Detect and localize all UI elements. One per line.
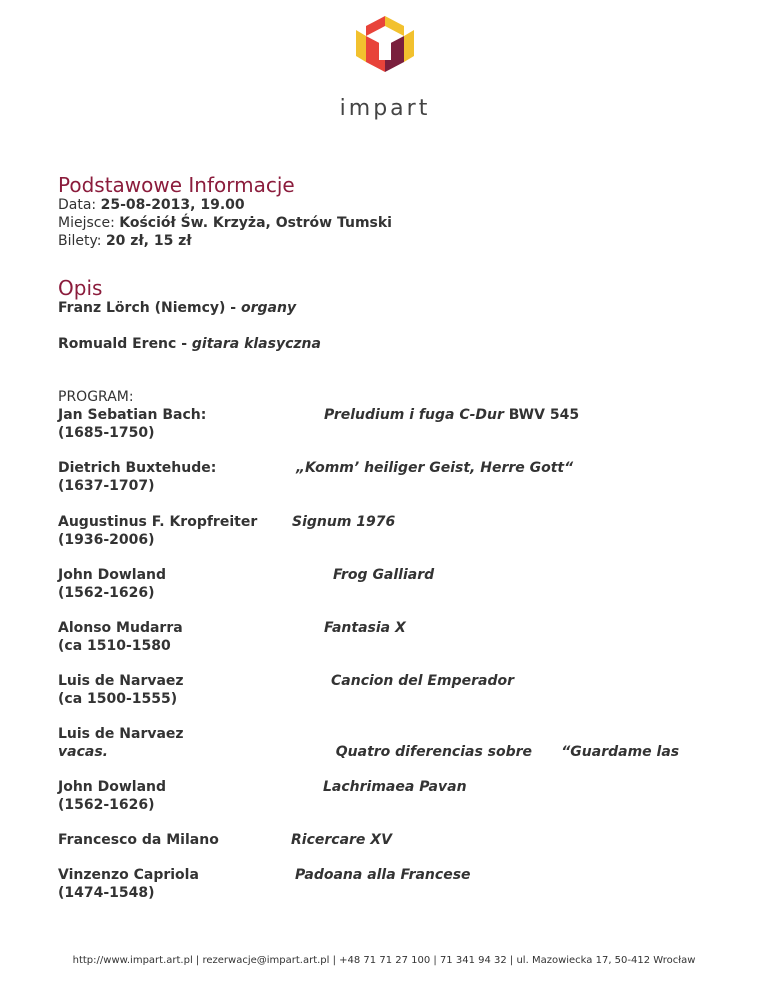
tickets-value: 20 zł, 15 zł	[105, 233, 192, 249]
work-title: Fantasia X	[324, 620, 406, 636]
composer-name: Augustinus F. Kropfreiter	[58, 514, 258, 530]
program-work	[324, 619, 406, 637]
place-line	[58, 215, 392, 232]
program-work	[333, 566, 434, 584]
program-work	[295, 866, 471, 884]
performer-organ	[58, 300, 296, 317]
composer-name: John Dowland	[58, 779, 167, 795]
work-title: Padoana alla Francese	[295, 867, 471, 883]
impart-logo	[329, 14, 441, 121]
work-title: Ricercare XV	[291, 832, 392, 848]
program-work	[324, 406, 579, 424]
program-composer	[58, 459, 216, 495]
date-line	[58, 197, 245, 214]
work-title: „Komm’ heiliger Geist, Herre Gott“	[296, 460, 574, 476]
footer-contact: http://www.impart.art.pl | rezerwacje@impart.art.pl | +48 71 71 27 100 | 71 341 94 32 | ul. Mazowiecka 17, 50-412 Wrocław	[72, 955, 696, 966]
program-composer	[58, 513, 257, 549]
composer-dates: (1474-1548)	[58, 885, 155, 901]
program-work	[291, 831, 392, 849]
work-title: Quatro diferencias sobre “Guardame las	[335, 744, 680, 760]
work-suffix: BWV 545	[503, 407, 580, 423]
composer-name: John Dowland	[58, 567, 167, 583]
composer-dates: (ca 1510-1580	[58, 638, 171, 654]
program-label: PROGRAM:	[58, 389, 134, 405]
program-work	[296, 459, 573, 477]
program-composer	[58, 672, 184, 708]
program-work	[323, 778, 467, 796]
composer-dates: (1562-1626)	[58, 585, 155, 601]
impart-logo-icon	[354, 14, 416, 74]
composer-name: Vinzenzo Capriola	[58, 867, 199, 883]
work-title: Preludium i fuga C-Dur	[324, 407, 504, 423]
work-title: Signum 1976	[292, 514, 396, 530]
composer-dates: (1637-1707)	[58, 478, 155, 494]
place-value: Kościół Św. Krzyża, Ostrów Tumski	[119, 215, 392, 231]
performer-guitar	[58, 336, 321, 353]
composer-name: Alonso Mudarra	[58, 620, 183, 636]
composer-dates: (1685-1750)	[58, 425, 155, 441]
composer-name: Luis de Narvaez	[58, 726, 184, 742]
composer-dates: (ca 1500-1555)	[58, 691, 178, 707]
composer-name: Jan Sebatian Bach:	[58, 407, 207, 423]
composer-dates: (1562-1626)	[58, 797, 155, 813]
composer-dates: vacas.	[58, 744, 108, 760]
program-work	[326, 725, 679, 761]
work-title: Frog Galliard	[333, 567, 435, 583]
program-composer	[58, 406, 206, 442]
composer-name: Luis de Narvaez	[58, 673, 184, 689]
program-composer	[58, 725, 184, 761]
opis-heading: Opis	[58, 276, 103, 300]
performer-instrument: gitara klasyczna	[191, 336, 321, 352]
place-label: Miejsce:	[58, 215, 115, 231]
program-composer	[58, 566, 166, 602]
date-value: 25-08-2013, 19.00	[100, 197, 245, 213]
date-label: Data:	[58, 197, 97, 213]
performer-instrument: organy	[240, 300, 297, 316]
composer-dates: (1936-2006)	[58, 532, 155, 548]
program-work	[292, 513, 395, 531]
composer-name: Dietrich Buxtehude:	[58, 460, 217, 476]
program-composer	[58, 866, 199, 902]
performer-name: Franz Lörch (Niemcy) -	[58, 300, 241, 316]
info-heading: Podstawowe Informacje	[58, 173, 295, 197]
logo-wordmark: impart	[339, 96, 431, 121]
program-work	[331, 672, 514, 690]
program-composer	[58, 619, 183, 655]
performer-name: Romuald Erenc -	[58, 336, 192, 352]
work-title: Cancion del Emperador	[331, 673, 514, 689]
tickets-line	[58, 233, 192, 250]
composer-name: Francesco da Milano	[58, 832, 219, 848]
program-composer	[58, 778, 166, 814]
program-composer	[58, 831, 219, 849]
tickets-label: Bilety:	[58, 233, 102, 249]
work-title: Lachrimaea Pavan	[323, 779, 467, 795]
